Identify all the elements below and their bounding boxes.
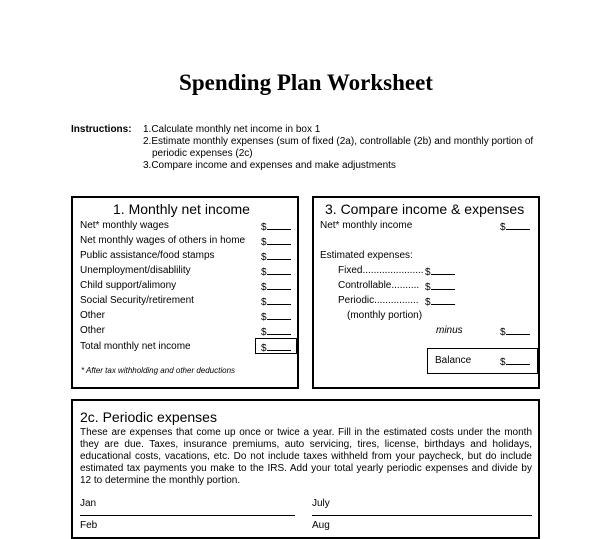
box3-title: 3. Compare income & expenses (325, 201, 525, 217)
minus-label: minus (436, 325, 463, 336)
month-label: Aug (312, 520, 330, 531)
income-row-label: Other (80, 325, 106, 336)
instruction-2: 2.Estimate monthly expenses (sum of fixed (2a), controllable (2b) and monthly portion of (143, 136, 534, 147)
income-amount-field[interactable]: $ (261, 295, 291, 308)
instruction-1: 1.Calculate monthly net income in box 1 (143, 124, 321, 135)
total-income-field[interactable]: $ (261, 341, 291, 354)
month-label: Jan (80, 498, 97, 509)
net-monthly-income-label: Net* monthly income (320, 220, 413, 231)
box2c-title: 2c. Periodic expenses (80, 409, 217, 425)
instruction-2-cont: periodic expenses (2c) (152, 148, 253, 159)
income-amount-field[interactable]: $ (261, 265, 291, 278)
income-row-label: Child support/alimony (80, 280, 177, 291)
month-label: Feb (80, 520, 98, 531)
total-income-label: Total monthly net income (80, 341, 191, 352)
income-amount-field[interactable]: $ (261, 280, 291, 293)
box1-footnote: * After tax withholding and other deductions (81, 366, 236, 375)
instruction-3: 3.Compare income and expenses and make adjustments (143, 160, 396, 171)
page-title: Spending Plan Worksheet (179, 70, 433, 95)
month-entry-line[interactable] (312, 515, 532, 516)
income-row-label: Net monthly wages of others in home (80, 235, 246, 246)
estimated-expenses-label: Estimated expenses: (320, 250, 413, 261)
instructions-label: Instructions: (71, 124, 132, 135)
balance-field[interactable]: $ (500, 355, 530, 368)
periodic-expenses-description: These are expenses that come up once or twice a year. Fill in the estimated costs under the month they are due. Taxes, insurance premiums, auto servicing, tires, license, birthdays and holidays, educational costs, vacations, etc. Do not include taxes withheld from your paycheck, but do include estimated tax payments you make to the IRS. Add your total yearly periodic expenses and divide by 12 to determine the monthly portion. (80, 427, 532, 486)
periodic-label: Periodic................ (338, 295, 419, 306)
income-amount-field[interactable]: $ (261, 325, 291, 338)
month-label: July (312, 498, 330, 509)
periodic-field[interactable]: $ (425, 295, 455, 308)
fixed-label: Fixed...................... (338, 265, 424, 276)
minus-field[interactable]: $ (500, 325, 530, 338)
controllable-label: Controllable.......... (338, 280, 420, 291)
net-monthly-income-field[interactable]: $ (500, 220, 530, 233)
income-row-label: Net* monthly wages (80, 220, 169, 231)
monthly-portion-label: (monthly portion) (347, 310, 423, 321)
balance-label: Balance (435, 355, 472, 366)
income-amount-field[interactable]: $ (261, 310, 291, 323)
income-row-label: Other (80, 310, 106, 321)
month-entry-line[interactable] (80, 515, 295, 516)
income-amount-field[interactable]: $ (261, 235, 291, 248)
income-row-label: Social Security/retirement (80, 295, 194, 306)
controllable-field[interactable]: $ (425, 280, 455, 293)
box1-title: 1. Monthly net income (113, 201, 250, 217)
income-amount-field[interactable]: $ (261, 220, 291, 233)
income-row-label: Public assistance/food stamps (80, 250, 215, 261)
income-row-label: Unemployment/disablility (80, 265, 191, 276)
income-amount-field[interactable]: $ (261, 250, 291, 263)
fixed-field[interactable]: $ (425, 265, 455, 278)
